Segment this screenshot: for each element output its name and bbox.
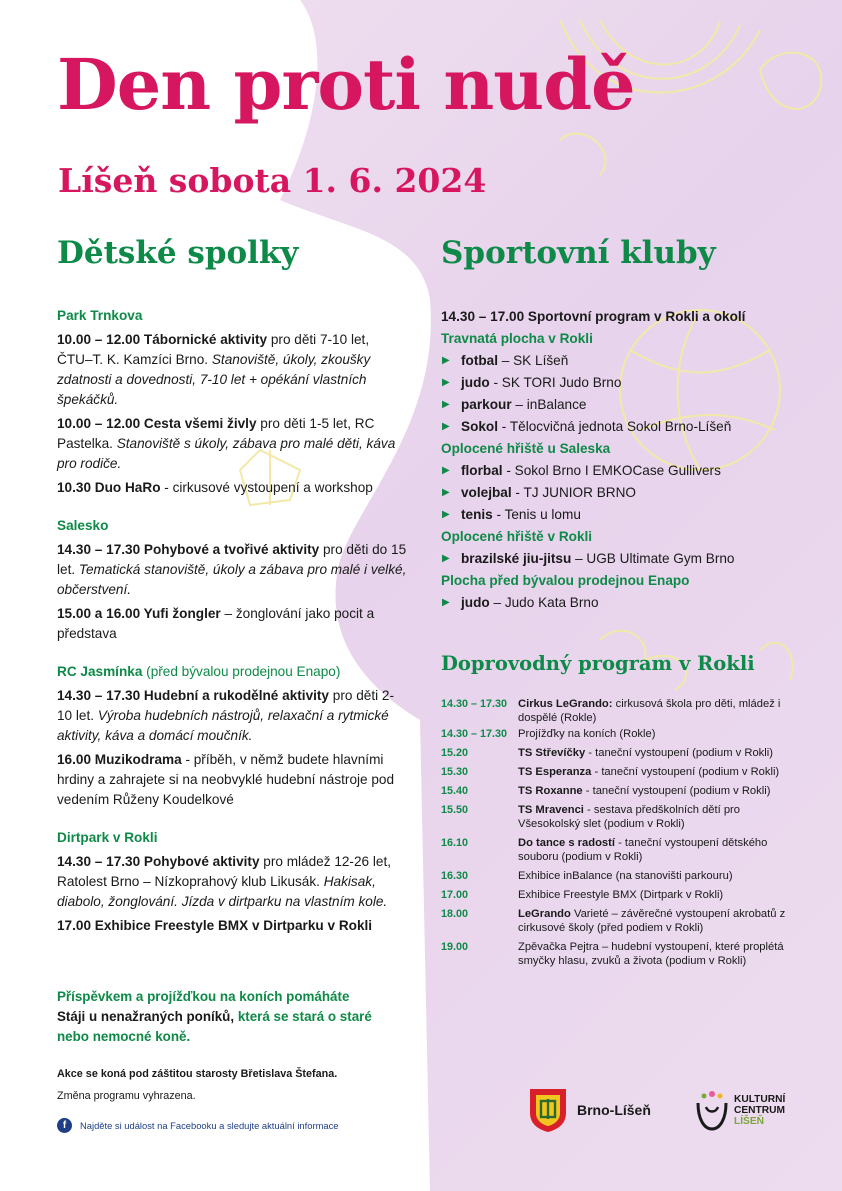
- triangle-bullet-icon: ▶: [442, 509, 450, 520]
- patronage-note: Akce se koná pod záštitou starosty Břetislava Štefana.: [57, 1068, 338, 1080]
- schedule-description: TS Roxanne - taneční vystoupení (podium v Rokli): [518, 785, 771, 797]
- schedule-description: TS Střevíčky - taneční vystoupení (podium v Rokli): [518, 747, 773, 759]
- sport-item: ▶ tenis - Tenis u lomu: [441, 504, 801, 526]
- schedule-row: [441, 836, 791, 864]
- venue-section: [57, 516, 407, 644]
- sport-item: ▶ fotbal – SK Líšeň: [441, 350, 801, 372]
- side-program-schedule: [441, 697, 791, 973]
- schedule-description: Zpěvačka Pejtra – hudební vystoupení, které proplétá smyčky hlasu, zvuků a života (podium v Rokli): [518, 941, 784, 967]
- sport-location-title: Oplocené hřiště u Saleska: [441, 441, 611, 456]
- kulturni-centrum-emblem-icon: [694, 1087, 730, 1133]
- sport-item: ▶ brazilské jiu-jitsu – UGB Ultimate Gym Brno: [441, 548, 801, 570]
- page-title: Den proti nudě: [57, 43, 635, 126]
- sport-item: ▶ judo – Judo Kata Brno: [441, 592, 801, 614]
- schedule-time: 16.10: [441, 837, 469, 849]
- venue-section: [57, 306, 407, 498]
- sport-clubs-column: [441, 306, 801, 614]
- schedule-time: 14.30 – 17.30: [441, 698, 508, 710]
- schedule-row: [441, 907, 791, 935]
- side-program-heading: Doprovodný program v Rokli: [441, 652, 755, 675]
- schedule-row: [441, 888, 791, 902]
- sport-item: ▶ parkour – inBalance: [441, 394, 801, 416]
- schedule-description: TS Mravenci - sestava předškolních dětí pro Všesokolský slet (podium v Rokli): [518, 804, 741, 830]
- sport-location-title: Oplocené hřiště v Rokli: [441, 529, 593, 544]
- schedule-row: [441, 727, 791, 741]
- schedule-row: [441, 746, 791, 760]
- schedule-time: 15.30: [441, 766, 469, 778]
- venue-section: [57, 828, 407, 936]
- schedule-description: Exhibice Freestyle BMX (Dirtpark v Rokli): [518, 889, 724, 901]
- activity-entry: 17.00 Exhibice Freestyle BMX v Dirtparku v Rokli: [57, 918, 373, 933]
- kulturni-centrum-logo: [694, 1087, 785, 1133]
- kids-clubs-column: [57, 306, 407, 954]
- activity-entry: 14.30 – 17.30 Pohybové aktivity pro mládež 12-26 let, Ratolest Brno – Nízkoprahový klub Likusák. Hakisak, diabolo, žonglování. Jízda v dirtparku na vlastním kole.: [57, 854, 391, 909]
- support-note: Příspěvkem a projížďkou na koních pomáháte Stáji u nenažraných poníků, která se stará o staré nebo nemocné koně.: [57, 989, 372, 1044]
- triangle-bullet-icon: ▶: [442, 355, 450, 366]
- activity-entry: 14.30 – 17.30 Pohybové a tvořivé aktivity pro děti do 15 let. Tematická stanoviště, úkoly a zábava pro malé i velké, občerstvení.: [57, 542, 407, 597]
- brno-lisen-logo: [528, 1087, 651, 1133]
- triangle-bullet-icon: ▶: [442, 399, 450, 410]
- triangle-bullet-icon: ▶: [442, 487, 450, 498]
- venue-section: [57, 662, 407, 810]
- schedule-row: [441, 784, 791, 798]
- sport-clubs-heading: Sportovní kluby: [441, 235, 716, 271]
- venue-title: Park Trnkova: [57, 308, 143, 323]
- schedule-time: 14.30 – 17.30: [441, 728, 508, 740]
- schedule-time: 18.00: [441, 908, 469, 920]
- venue-title: RC Jasmínka (před bývalou prodejnou Enapo): [57, 664, 341, 679]
- triangle-bullet-icon: ▶: [442, 597, 450, 608]
- schedule-description: Cirkus LeGrando: cirkusová škola pro děti, mládež i dospělé (Rokle): [518, 698, 781, 724]
- kids-clubs-heading: Dětské spolky: [57, 235, 299, 271]
- schedule-row: [441, 869, 791, 883]
- triangle-bullet-icon: ▶: [442, 377, 450, 388]
- schedule-row: [441, 697, 791, 725]
- schedule-description: TS Esperanza - taneční vystoupení (podium v Rokli): [518, 766, 780, 778]
- schedule-description: Do tance s radostí - taneční vystoupení dětského souboru (podium v Rokli): [518, 837, 768, 863]
- schedule-time: 15.50: [441, 804, 469, 816]
- schedule-description: Exhibice inBalance (na stanovišti parkouru): [518, 870, 733, 882]
- triangle-bullet-icon: ▶: [442, 465, 450, 476]
- activity-entry: 15.00 a 16.00 Yufi žongler – žonglování jako pocit a představa: [57, 606, 375, 641]
- activity-entry: 10.00 – 12.00 Cesta všemi živly pro děti 1-5 let, RC Pastelka. Stanoviště s úkoly, zábava pro malé děti, káva pro rodiče.: [57, 416, 396, 471]
- sport-item: ▶ Sokol - Tělocvičná jednota Sokol Brno-Líšeň: [441, 416, 801, 438]
- schedule-description: Projížďky na koních (Rokle): [518, 728, 656, 740]
- sport-location-title: Travnatá plocha v Rokli: [441, 331, 593, 346]
- schedule-time: 15.20: [441, 747, 469, 759]
- sport-item: ▶ volejbal - TJ JUNIOR BRNO: [441, 482, 801, 504]
- change-note: Změna programu vyhrazena.: [57, 1090, 196, 1102]
- schedule-row: [441, 940, 791, 968]
- activity-entry: 16.00 Muzikodrama - příběh, v němž budete hlavními hrdiny a zahrajete si na neobvyklé hudební nástroje pod vedením Růženy Koudelkové: [57, 752, 395, 807]
- kulturni-centrum-logo-text: KULTURNÍ CENTRUM LÍŠEŇ: [734, 1093, 786, 1127]
- schedule-time: 15.40: [441, 785, 469, 797]
- activity-entry: 14.30 – 17.30 Hudební a rukodělné aktivity pro děti 2-10 let. Výroba hudebních nástrojů, relaxační a rytmické aktivity, káva a domácí moučník.: [57, 688, 394, 743]
- activity-entry: 10.00 – 12.00 Tábornické aktivity pro děti 7-10 let, ČTU–T. K. Kamzíci Brno. Stanoviště, úkoly, zkoušky zdatnosti a dovednosti, 7-10 let + opékání vlastních špekáčků.: [57, 332, 371, 407]
- triangle-bullet-icon: ▶: [442, 553, 450, 564]
- schedule-description: LeGrando Varieté – závěrečné vystoupení akrobatů z cirkusové školy (před podiem v Rokli): [518, 908, 786, 934]
- facebook-text: Najděte si událost na Facebooku a sledujte aktuální informace: [80, 1120, 339, 1131]
- schedule-time: 17.00: [441, 889, 469, 901]
- triangle-bullet-icon: ▶: [442, 421, 450, 432]
- schedule-time: 16.30: [441, 870, 469, 882]
- venue-title: Salesko: [57, 518, 109, 533]
- schedule-row: [441, 765, 791, 779]
- sport-item: ▶ judo - SK TORI Judo Brno: [441, 372, 801, 394]
- sport-item: ▶ florbal - Sokol Brno I EMKOCase Gullivers: [441, 460, 801, 482]
- sport-program-time: 14.30 – 17.00 Sportovní program v Rokli a okolí: [441, 309, 746, 324]
- schedule-row: [441, 803, 791, 831]
- brno-lisen-logo-text: Brno-Líšeň: [577, 1102, 651, 1118]
- venue-title: Dirtpark v Rokli: [57, 830, 158, 845]
- sport-location-title: Plocha před bývalou prodejnou Enapo: [441, 573, 690, 588]
- facebook-link[interactable]: [57, 1118, 339, 1133]
- schedule-time: 19.00: [441, 941, 469, 953]
- coat-of-arms-icon: [528, 1087, 568, 1133]
- page-subtitle: Líšeň sobota 1. 6. 2024: [58, 161, 487, 200]
- activity-entry: 10.30 Duo HaRo - cirkusové vystoupení a workshop: [57, 480, 373, 495]
- facebook-icon: f: [57, 1118, 72, 1133]
